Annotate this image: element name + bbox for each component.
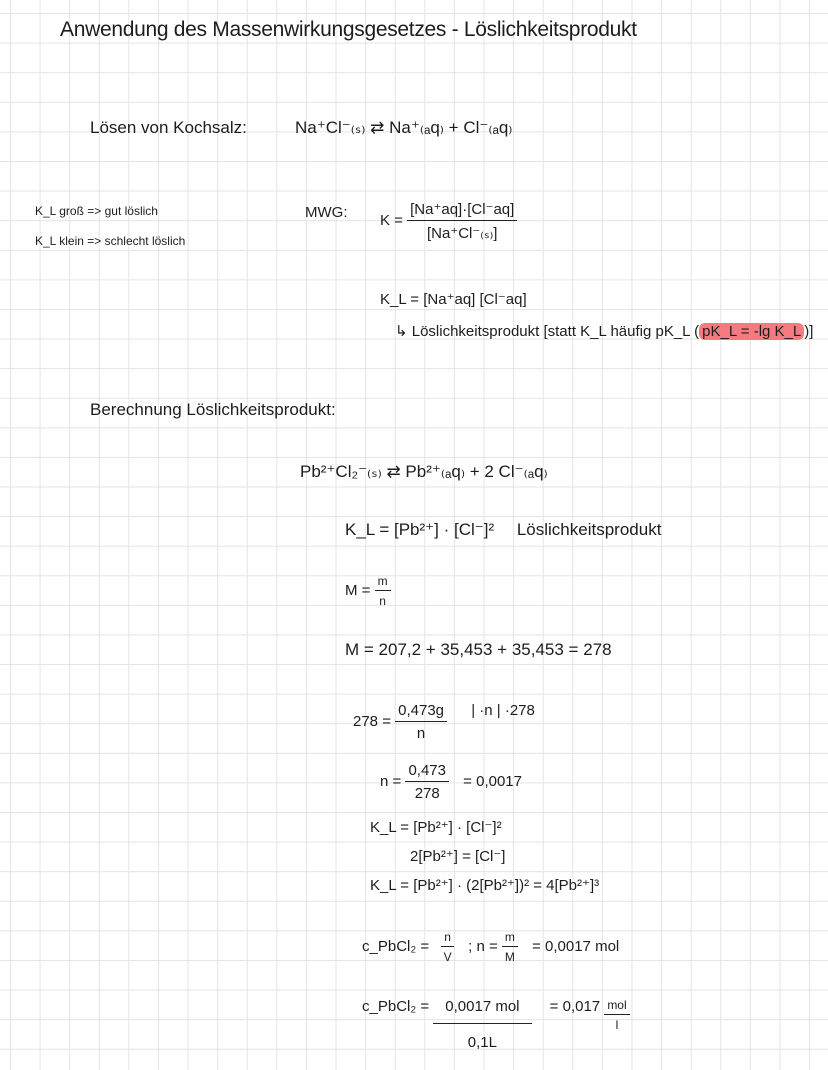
molar-mass-formula — [345, 574, 391, 608]
c2-num: 0,0017 mol — [433, 998, 531, 1024]
mwg-lhs: K = — [380, 211, 403, 229]
c2-unit-den: l — [615, 1018, 619, 1032]
c-result: = 0,0017 mol — [532, 937, 620, 955]
kl-nacl: K_L = [Na⁺aq] [Cl⁻aq] — [380, 291, 527, 308]
m-fraction — [375, 574, 391, 608]
mwg-numerator: [Na⁺aq]·[Cl⁻aq] — [407, 200, 517, 221]
mwg-denominator: [Na⁺Cl⁻₍ₛ₎] — [426, 225, 498, 242]
eq278-lhs: 278 = — [353, 712, 391, 730]
c2-result: = 0,017 — [549, 998, 601, 1015]
n-calc — [380, 762, 522, 802]
eq-278 — [353, 702, 535, 742]
n-num: 0,473 — [405, 762, 449, 782]
c-n-fraction — [502, 930, 518, 964]
pbcl2-equation: Pb²⁺Cl₂⁻₍ₛ₎ ⇄ Pb²⁺₍ₐq₎ + 2 Cl⁻₍ₐq₎ — [300, 462, 548, 481]
kl-substituted: K_L = [Pb²⁺] · (2[Pb²⁺])² = 4[Pb²⁺]³ — [370, 877, 600, 894]
pkl-highlight: pK_L = -lg K_L — [699, 323, 804, 340]
section-label-kochsalz: Lösen von Kochsalz: — [90, 118, 247, 137]
mwg-formula — [380, 200, 517, 242]
mwg-fraction — [407, 200, 517, 242]
kl-pbcl2-repeat: K_L = [Pb²⁺] · [Cl⁻]² — [370, 819, 502, 836]
note-kl-small: K_L klein => schlecht löslich — [35, 234, 186, 248]
c-sep: ; n = — [468, 937, 498, 955]
m-den: n — [379, 594, 386, 608]
loeslichkeitsprodukt-note — [395, 322, 813, 340]
nacl-equation: Na⁺Cl⁻₍ₛ₎ ⇄ Na⁺₍ₐq₎ + Cl⁻₍ₐq₎ — [295, 118, 513, 137]
mwg-label: MWG: — [305, 204, 348, 221]
note-text: ↳ Löslichkeitsprodukt [statt K_L häufig pK_L ( — [395, 323, 700, 340]
page-title: Anwendung des Massenwirkungsgesetzes - Löslichkeitsprodukt — [60, 18, 637, 41]
n-result: = 0,0017 — [463, 772, 522, 790]
c-n-num: m — [502, 930, 518, 947]
eq278-ops: | ·n | ·278 — [471, 702, 535, 719]
concentration-calc — [362, 998, 630, 1051]
kl-formula: K_L = [Pb²⁺] · [Cl⁻]² — [345, 520, 495, 539]
n-lhs: n = — [380, 772, 402, 790]
c2-lhs: c_PbCl₂ = — [362, 998, 430, 1015]
kl-label: Löslichkeitsprodukt — [516, 520, 662, 539]
c2-den: 0,1L — [467, 1034, 497, 1051]
concentration-relation: 2[Pb²⁺] = [Cl⁻] — [410, 848, 506, 865]
c2-unit-num: mol — [604, 998, 629, 1015]
c2-unit — [604, 998, 629, 1032]
concentration-formula — [362, 930, 619, 964]
eq278-fraction — [395, 702, 447, 742]
c-num: n — [441, 930, 454, 947]
c-n-den: M — [504, 950, 515, 964]
eq278-den: n — [416, 725, 426, 742]
note-end: )] — [804, 323, 814, 340]
section-label-berechnung: Berechnung Löslichkeitsprodukt: — [90, 400, 336, 419]
n-den: 278 — [414, 785, 440, 802]
c-lhs: c_PbCl₂ = — [362, 937, 430, 955]
note-kl-large: K_L groß => gut löslich — [35, 204, 158, 218]
kl-pbcl2 — [345, 520, 661, 540]
c-fraction — [441, 930, 454, 964]
m-num: m — [375, 574, 391, 591]
c-den: V — [443, 950, 452, 964]
m-lhs: M = — [345, 581, 371, 599]
molar-mass-calc: M = 207,2 + 35,453 + 35,453 = 278 — [345, 640, 612, 659]
c2-fraction — [433, 998, 531, 1051]
n-fraction — [405, 762, 449, 802]
eq278-num: 0,473g — [395, 702, 447, 722]
